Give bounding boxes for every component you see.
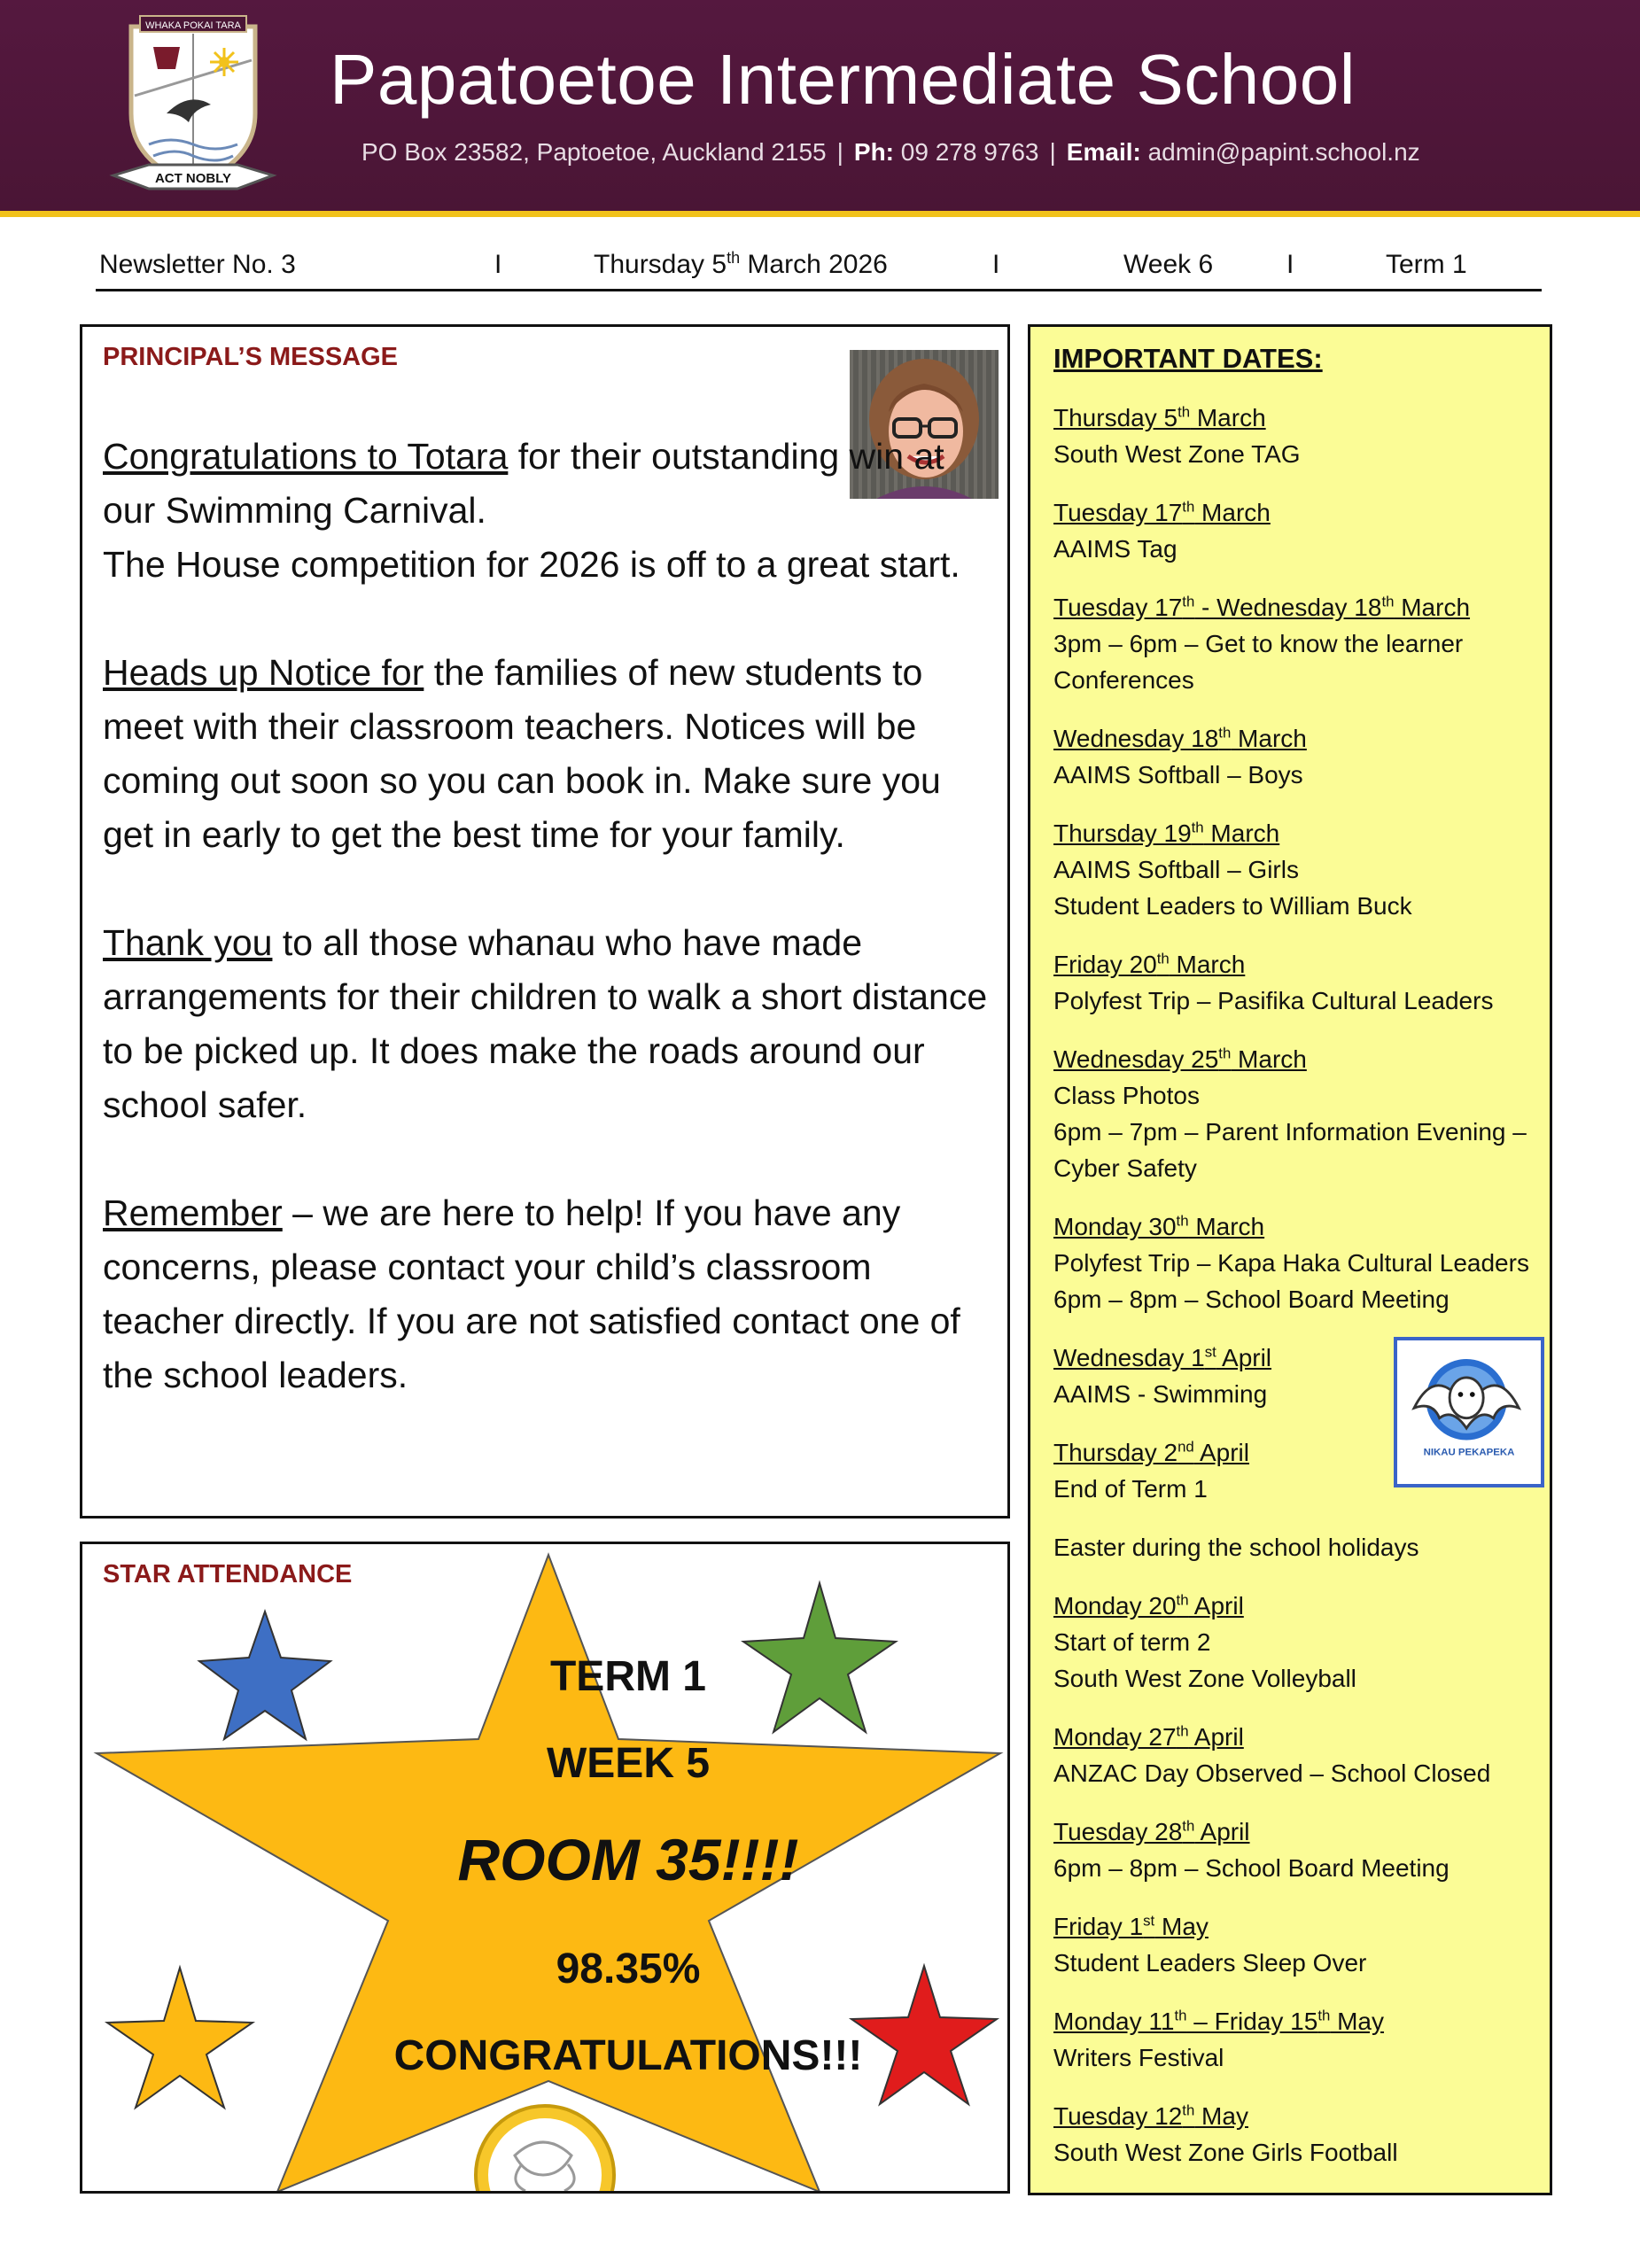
date-item: [1053, 2003, 1550, 2076]
date-item: [1053, 1908, 1550, 1981]
date-item: [1053, 1529, 1550, 1565]
message-paragraph: Congratulations to Totara for their outstanding win at our Swimming Carnival. The House competition for 2026 is off to a great start.: [103, 436, 960, 585]
date-heading: Monday 27th April: [1053, 1722, 1244, 1751]
phone-label: Ph:: [853, 138, 895, 166]
message-paragraph: Remember – we are here to help! If you have any concerns, please contact your child’s classroom teacher directly. If you are not satisfied contact one of the school leaders.: [103, 1192, 960, 1395]
gold-star-icon: [107, 1968, 253, 2108]
nikau-label: NIKAU PEKAPEKA: [1423, 1447, 1515, 1458]
date-event: Student Leaders to William Buck: [1053, 892, 1412, 920]
date-event: AAIMS Softball – Girls: [1053, 856, 1299, 883]
message-heading: Heads up Notice for: [103, 652, 424, 693]
date-event: Writers Festival: [1053, 2044, 1224, 2071]
date-item: [1053, 1041, 1550, 1186]
header-banner: [0, 0, 1640, 211]
header-accent-stripe: [0, 211, 1640, 217]
principal-message-box: [80, 324, 1010, 1518]
newsletter-info-bar: [96, 245, 1542, 291]
attendance-room: ROOM 35!!!!: [457, 1827, 799, 1892]
date-heading: Wednesday 1st April: [1053, 1343, 1272, 1371]
date-event: Class Photos: [1053, 1082, 1200, 1109]
date-event: South West Zone TAG: [1053, 440, 1301, 468]
important-dates-list: [1053, 400, 1550, 2193]
date-item: [1053, 1588, 1550, 1697]
important-dates-title: IMPORTANT DATES:: [1053, 343, 1323, 374]
important-dates-box: [1028, 324, 1552, 2195]
principal-message-body: [103, 430, 989, 1456]
email-label: Email:: [1066, 138, 1141, 166]
date-heading: Thursday 5th March: [1053, 403, 1266, 431]
date-heading: Thursday 2nd April: [1053, 1438, 1249, 1466]
date-item: [1053, 720, 1550, 793]
date-heading: Tuesday 17th - Wednesday 18th March: [1053, 593, 1471, 621]
date-item: [1053, 1814, 1550, 1886]
attendance-congratulations: CONGRATULATIONS!!!: [393, 2032, 863, 2079]
star-attendance-box: [80, 1542, 1010, 2194]
date-event: 6pm – 8pm – School Board Meeting: [1053, 1285, 1450, 1313]
newsletter-number: Newsletter No. 3: [99, 250, 296, 279]
email-address[interactable]: admin@papint.school.nz: [1147, 138, 1420, 166]
separator: |: [836, 138, 843, 166]
date-event: South West Zone Girls Football: [1053, 2139, 1398, 2166]
attendance-week: WEEK 5: [546, 1740, 711, 1787]
star-attendance-title: STAR ATTENDANCE: [103, 1560, 353, 1588]
principal-message-title: PRINCIPAL’S MESSAGE: [103, 343, 399, 371]
message-paragraph: Thank you to all those whanau who have made arrangements for their children to walk a short distance to be picked up. It does make the roads around our school safer.: [103, 922, 988, 1125]
attendance-percentage: 98.35%: [556, 1946, 701, 1992]
newsletter-date: Thursday 5th March 2026: [594, 249, 888, 279]
school-crest-logo: [105, 7, 282, 198]
crest-motto-bottom: ACT NOBLY: [154, 171, 232, 186]
message-heading: Remember: [103, 1192, 283, 1233]
date-heading: Thursday 19th March: [1053, 819, 1280, 847]
date-event: Start of term 2: [1053, 1628, 1211, 1656]
nikau-pekapeka-logo: [1394, 1337, 1544, 1487]
message-heading: Thank you: [103, 922, 273, 963]
info-separator: I: [494, 250, 502, 279]
date-item: [1053, 589, 1550, 698]
date-item: [1053, 1719, 1550, 1791]
date-heading: Monday 11th – Friday 15th May: [1053, 2007, 1385, 2035]
newsletter-week: Week 6: [1123, 250, 1214, 279]
date-event: AAIMS Tag: [1053, 535, 1178, 563]
date-event: South West Zone Volleyball: [1053, 1665, 1356, 1692]
date-item: [1053, 400, 1550, 472]
phone-number: 09 278 9763: [900, 138, 1039, 166]
separator: |: [1049, 138, 1056, 166]
info-separator: I: [1286, 250, 1294, 279]
school-name: Papatoetoe Intermediate School: [330, 40, 1356, 119]
date-event: Polyfest Trip – Pasifika Cultural Leaders: [1053, 987, 1494, 1014]
date-event: AAIMS Softball – Boys: [1053, 761, 1303, 788]
date-heading: Tuesday 12th May: [1053, 2101, 1248, 2130]
date-heading: Wednesday 25th March: [1053, 1045, 1307, 1073]
date-event: 6pm – 8pm – School Board Meeting: [1053, 1854, 1450, 1882]
date-item: [1053, 1208, 1550, 1317]
date-heading: Monday 30th March: [1053, 1212, 1265, 1240]
date-item: [1053, 494, 1550, 567]
message-heading: Congratulations to Totara: [103, 436, 509, 477]
date-heading: Wednesday 18th March: [1053, 724, 1307, 752]
date-item: [1053, 2098, 1550, 2171]
date-heading: Monday 20th April: [1053, 1591, 1244, 1619]
date-heading: Friday 1st May: [1053, 1912, 1209, 1940]
date-event: 6pm – 7pm – Parent Information Evening – Cyber Safety: [1053, 1118, 1527, 1182]
school-contact-line: [361, 138, 1420, 167]
date-event: 3pm – 6pm – Get to know the learner Conferences: [1053, 630, 1464, 694]
blue-star-icon: [199, 1612, 330, 1739]
date-heading: Tuesday 17th March: [1053, 498, 1271, 526]
info-separator: I: [992, 250, 1000, 279]
date-event: Student Leaders Sleep Over: [1053, 1949, 1367, 1977]
date-item: [1053, 946, 1550, 1019]
date-event: Easter during the school holidays: [1053, 1534, 1419, 1561]
school-address: PO Box 23582, Paptoetoe, Auckland 2155: [361, 138, 827, 166]
message-paragraph: Heads up Notice for the families of new students to meet with their classroom teachers. Notices will be coming out soon so you can book in. Make sure you get in early to get the best time for your family.: [103, 652, 941, 855]
date-event: Polyfest Trip – Kapa Haka Cultural Leaders: [1053, 1249, 1529, 1277]
date-event: AAIMS - Swimming: [1053, 1380, 1268, 1408]
date-event: ANZAC Day Observed – School Closed: [1053, 1759, 1491, 1787]
date-item: [1053, 815, 1550, 924]
date-event: End of Term 1: [1053, 1475, 1208, 1503]
attendance-term: TERM 1: [549, 1653, 706, 1700]
newsletter-term: Term 1: [1386, 250, 1467, 279]
date-heading: Friday 20th March: [1053, 950, 1246, 978]
date-heading: Tuesday 28th April: [1053, 1817, 1250, 1845]
crest-motto-top: WHAKA POKAI TARA: [145, 20, 241, 31]
